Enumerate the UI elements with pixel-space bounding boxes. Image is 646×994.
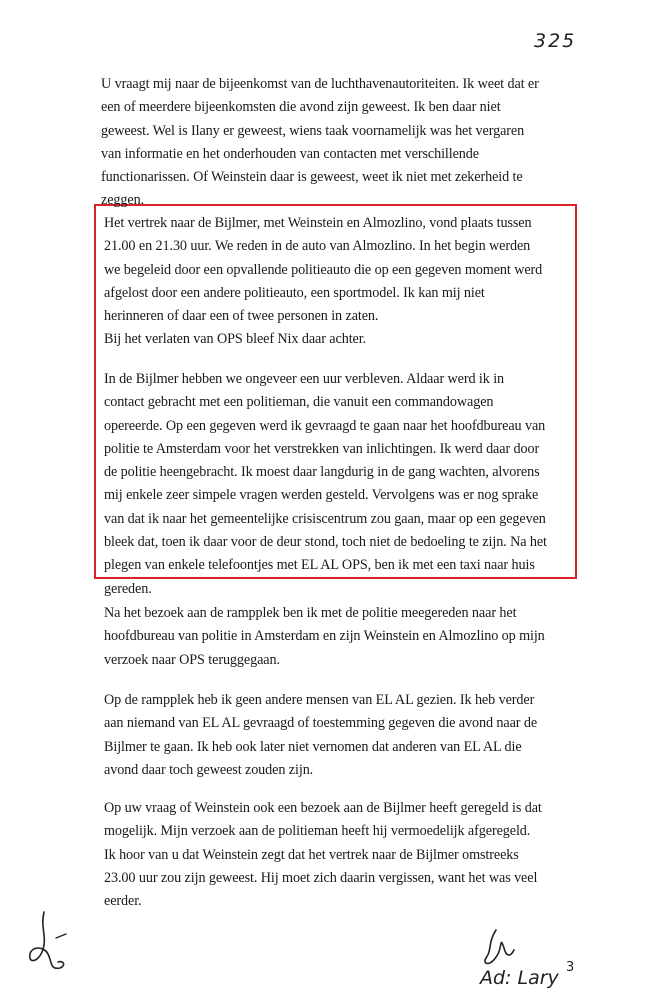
page-number-handwritten: 325: [534, 30, 577, 52]
paragraph-no-el-al-people: Op de rampplek heb ik geen andere mensen van EL AL gezien. Ik heb verder aan niemand van EL AL gevraagd of toestemming gegeven die avond naar de Bijlmer te gaan. Ik heb ook later niet vernomen dat anderen van EL AL die avond daar toch geweest zouden zijn.: [104, 692, 538, 778]
handwritten-initials-right: [478, 928, 568, 992]
paragraph-departure-bijlmer: Het vertrek naar de Bijlmer, met Weinstein en Almozlino, vond plaats tussen 21.00 en 21.30 uur. We reden in de auto van Almozlino. In het begin werden we begeleid door een opvallende politieauto die op een gegeven moment werd afgelost door een andere politieauto, een sportmodel. Ik kan mij niet herinneren of daar een of twee personen in zaten. Bij het verlaten van OPS bleef Nix daar achter.: [104, 215, 543, 348]
signature-initials-text: Ad: Lary: [480, 967, 559, 989]
paragraph-airport-meeting: U vraagt mij naar de bijeenkomst van de luchthavenautoriteiten. Ik weet dat er een of meerdere bijeenkomsten die avond zijn geweest. Ik ben daar niet geweest. Wel is Ilany er geweest, wiens taak voornamelijk was het vergaren van informatie en het onderhouden van contacten met verschillende functionarissen. Of Weinstein daar is geweest, weet ik niet met zekerheid te zeggen.: [101, 76, 539, 209]
paragraph-in-bijlmer: In de Bijlmer hebben we ongeveer een uur verbleven. Aldaar werd ik in contact gebracht met een politieman, die vanuit een commandowagen opereerde. Op een gegeven werd ik gevraagd te gaan naar het hoofdbureau van politie te Amsterdam voor het verstrekken van inlichtingen. Ik werd daar door de politie heengebracht. Ik moest daar langdurig in de gang wachten, alvorens mij enkele zeer simpele vragen werden gesteld. Vervolgens was er nog sprake van dat ik naar het gemeentelijke crisiscentrum zou gaan, maar op een gegeven bleek dat, toen ik daar voor de deur stond, toch niet de bedoeling te zijn. Na het plegen van enkele telefoontjes met EL AL OPS, ben ik met een taxi naar huis gereden.: [104, 371, 547, 597]
page-number-bottom: 3: [566, 960, 575, 975]
paragraph-after-visit: Na het bezoek aan de rampplek ben ik met de politie meegereden naar het hoofdbureau van politie in Amsterdam en zijn Weinstein en Almozlino op mijn verzoek naar OPS teruggegaan.: [104, 605, 545, 668]
paragraph-weinstein-question: Op uw vraag of Weinstein ook een bezoek aan de Bijlmer heeft geregeld is dat mogelijk. Mijn verzoek aan de politieman heeft hij vermoedelijk afgeregeld. Ik hoor van u dat Weinstein zegt dat het vertrek naar de Bijlmer omstreeks 23.00 uur zou zijn geweest. Hij moet zich daarin vergissen, want het was veel eerder.: [104, 800, 542, 910]
handwritten-signature-left: [26, 908, 96, 980]
